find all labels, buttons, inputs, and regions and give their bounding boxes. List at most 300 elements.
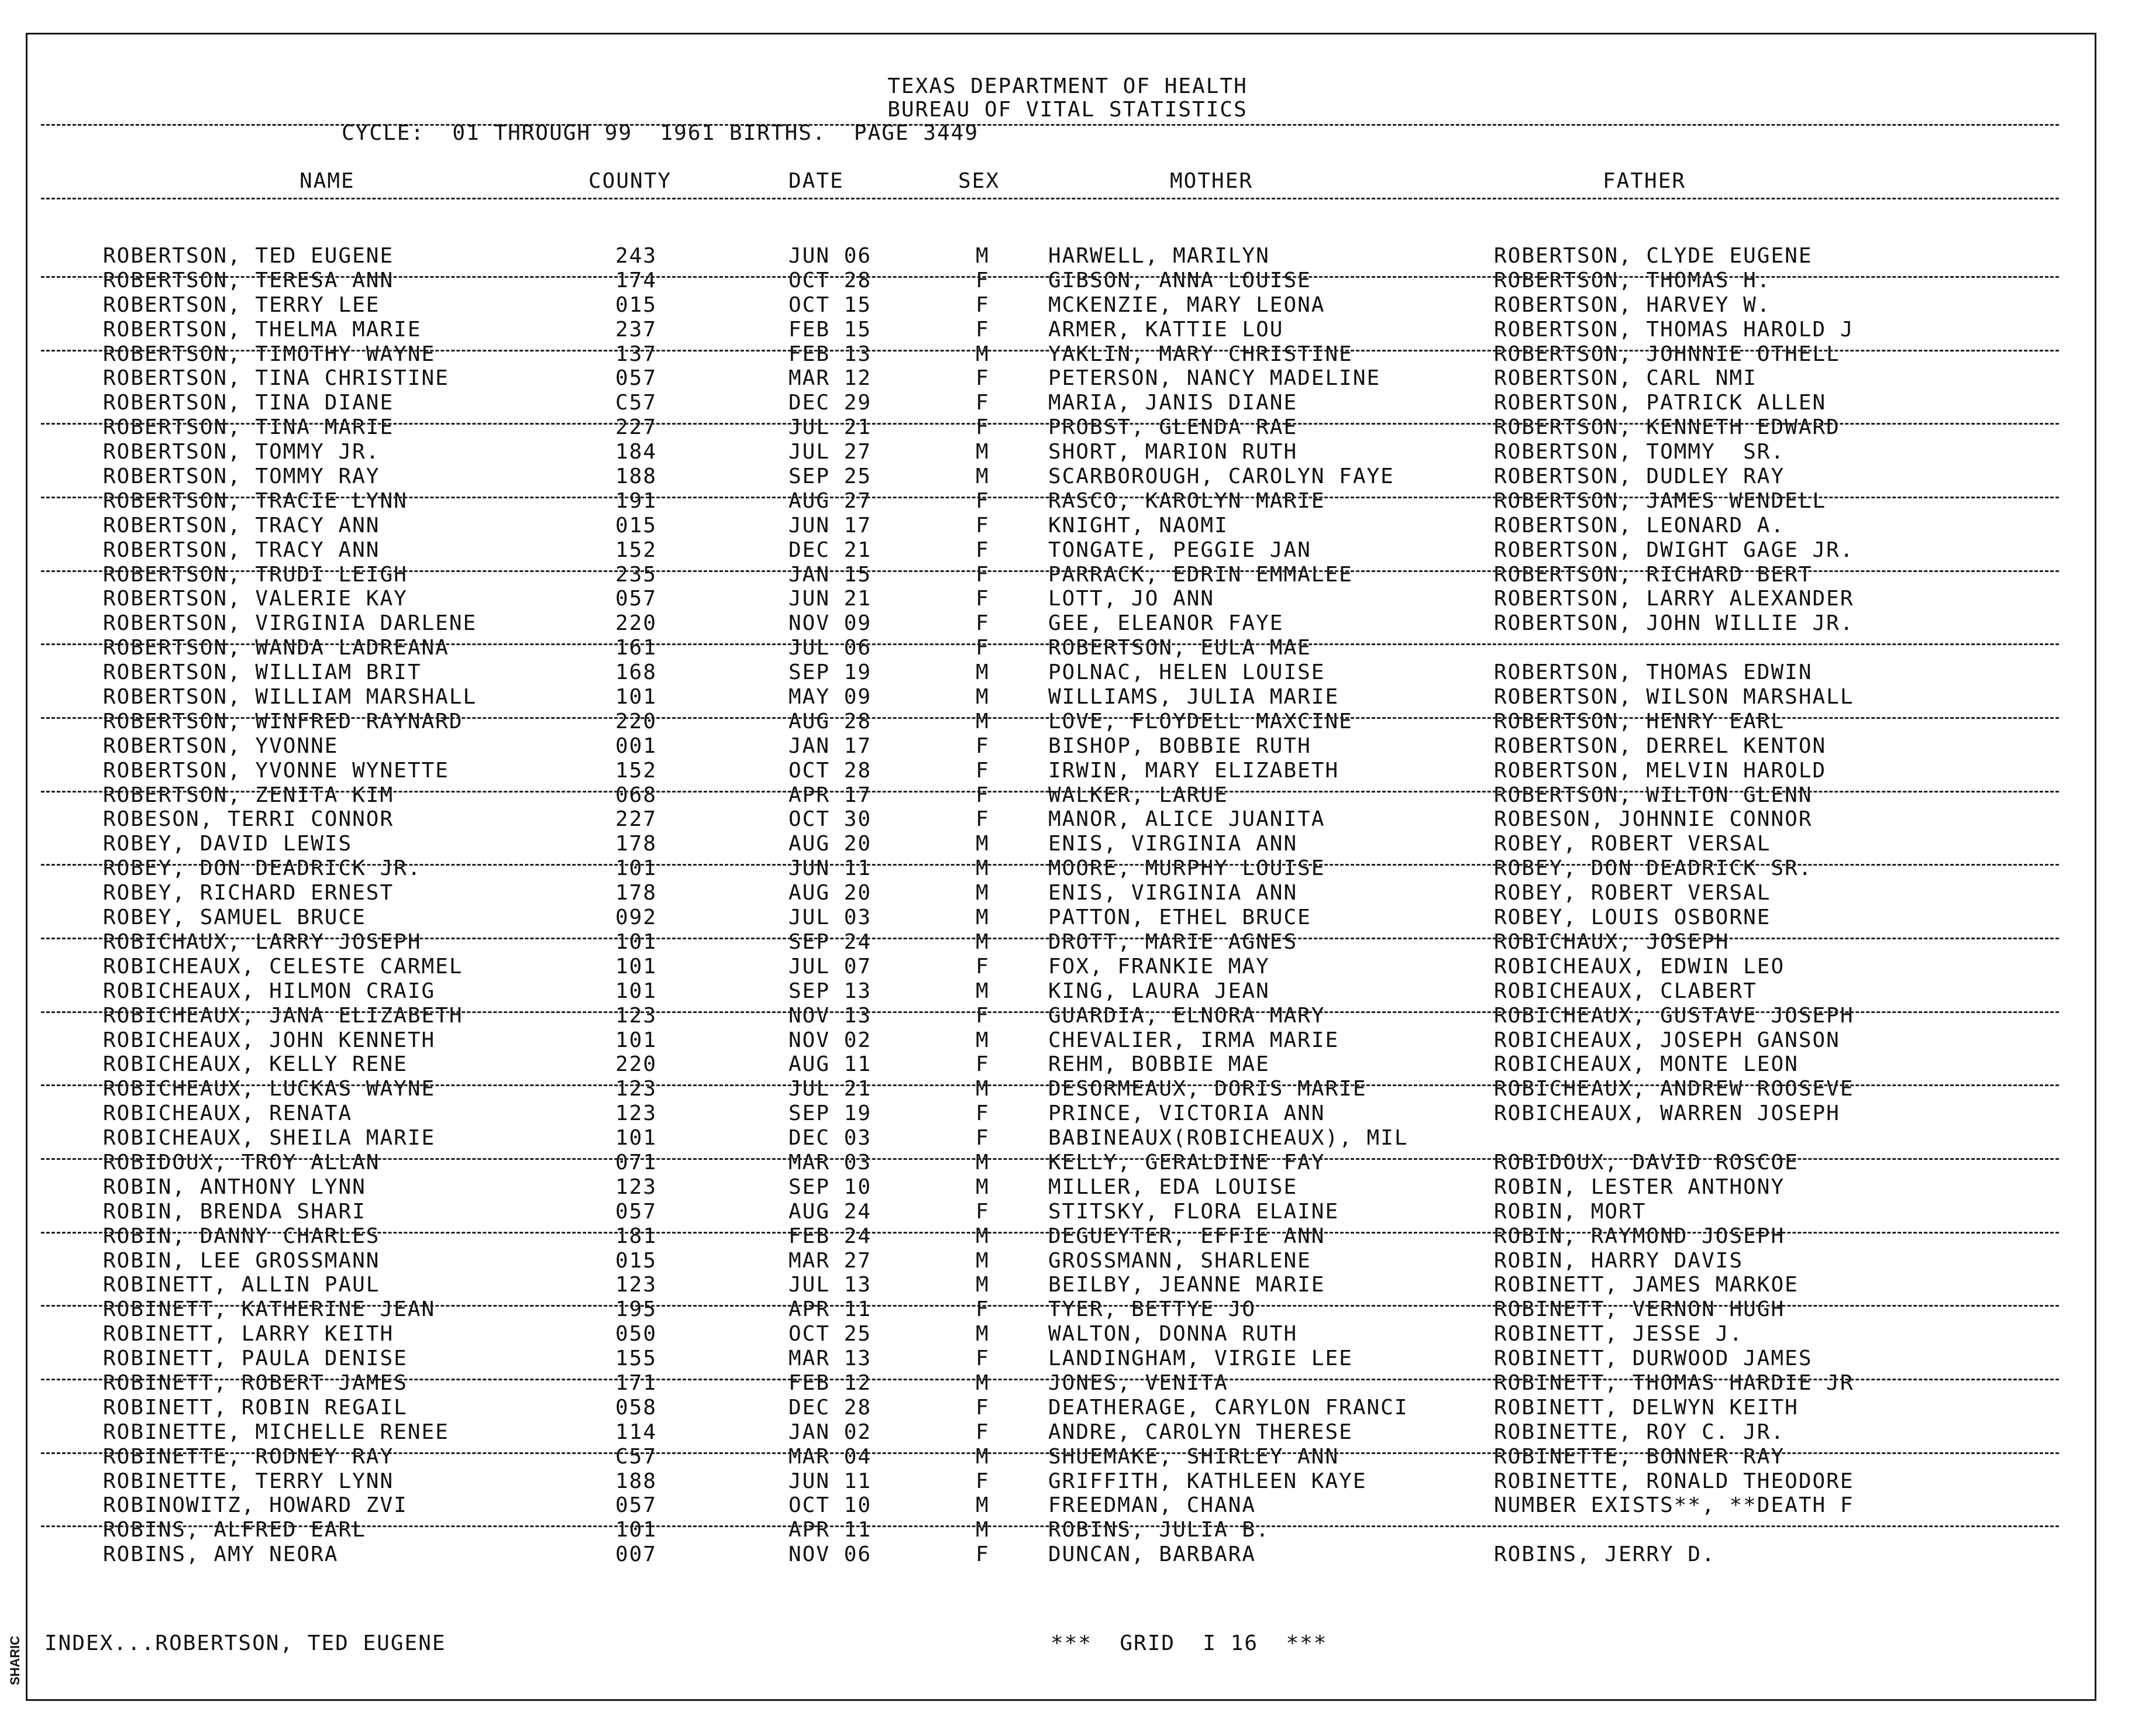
cell-father: ROBIN, LESTER ANTHONY (1494, 1174, 1785, 1199)
cell-mother: DEGUEYTER, EFFIE ANN (1048, 1224, 1325, 1248)
cell-county: 015 (615, 1248, 657, 1273)
cell-sex: F (976, 1469, 990, 1493)
cell-father: ROBERTSON, MELVIN HAROLD (1494, 758, 1827, 783)
cell-date: JUN 11 (788, 1469, 872, 1493)
header-cycle: CYCLE: 01 THROUGH 99 1961 BIRTHS. PAGE 3449 (342, 121, 979, 145)
cell-mother: WILLIAMS, JULIA MARIE (1048, 685, 1339, 709)
cell-date: SEP 10 (788, 1174, 872, 1199)
cell-father: ROBICHEAUX, GUSTAVE JOSEPH (1494, 1003, 1854, 1028)
cell-name: ROBERTSON, TINA DIANE (103, 391, 394, 415)
cell-name: ROBICHAUX, LARRY JOSEPH (103, 929, 422, 954)
cell-date: NOV 06 (788, 1542, 872, 1567)
cell-name: ROBICHEAUX, JANA ELIZABETH (103, 1003, 463, 1028)
cell-county: 137 (615, 342, 657, 366)
cell-mother: BABINEAUX(ROBICHEAUX), MIL (1048, 1126, 1409, 1151)
cell-name: ROBICHEAUX, HILMON CRAIG (103, 979, 436, 1003)
cell-county: 015 (615, 513, 657, 538)
table-row (0, 686, 2135, 710)
table-row (0, 980, 2135, 1004)
cell-date: DEC 29 (788, 391, 872, 415)
cell-name: ROBEY, DON DEADRICK JR. (103, 856, 422, 881)
cell-mother: HARWELL, MARILYN (1048, 244, 1270, 268)
cell-county: 101 (615, 685, 657, 709)
cell-name: ROBERTSON, YVONNE (103, 733, 339, 758)
cell-name: ROBERTSON, YVONNE WYNETTE (103, 758, 449, 783)
cell-sex: F (976, 1003, 990, 1028)
cell-name: ROBIN, LEE GROSSMANN (103, 1248, 380, 1273)
cell-sex: F (976, 1395, 990, 1420)
cell-date: DEC 21 (788, 538, 872, 562)
table-row (0, 784, 2135, 808)
cell-date: JAN 17 (788, 733, 872, 758)
cell-name: ROBERTSON, WILLIAM BRIT (103, 660, 422, 685)
cell-county: 101 (615, 1126, 657, 1151)
cell-name: ROBERTSON, WINFRED RAYNARD (103, 709, 463, 733)
cell-mother: PRINCE, VICTORIA ANN (1048, 1101, 1325, 1126)
cell-date: OCT 30 (788, 807, 872, 832)
cell-county: 123 (615, 1273, 657, 1297)
cell-mother: REHM, BOBBIE MAE (1048, 1052, 1270, 1077)
cell-sex: F (976, 807, 990, 832)
cell-county: 195 (615, 1297, 657, 1322)
cell-father: ROBICHEAUX, MONTE LEON (1494, 1052, 1799, 1077)
cell-name: ROBESON, TERRI CONNOR (103, 807, 394, 832)
table-row (0, 294, 2135, 318)
cell-mother: GEE, ELEANOR FAYE (1048, 611, 1284, 636)
cell-county: 184 (615, 440, 657, 464)
cell-mother: PARRACK, EDRIN EMMALEE (1048, 562, 1353, 587)
cell-father: ROBERTSON, PATRICK ALLEN (1494, 391, 1827, 415)
cell-father: ROBINETT, DURWOOD JAMES (1494, 1346, 1813, 1371)
cell-county: 220 (615, 611, 657, 636)
cell-name: ROBERTSON, TOMMY RAY (103, 464, 380, 489)
header-bureau: BUREAU OF VITAL STATISTICS (887, 98, 1248, 122)
cell-date: OCT 10 (788, 1493, 872, 1518)
cell-sex: F (976, 783, 990, 807)
cell-sex: F (976, 1420, 990, 1444)
cell-mother: DEATHERAGE, CARYLON FRANCI (1048, 1395, 1409, 1420)
cell-name: ROBERTSON, TRUDI LEIGH (103, 562, 408, 587)
cell-mother: KNIGHT, NAOMI (1048, 513, 1228, 538)
cell-mother: SHORT, MARION RUTH (1048, 440, 1298, 464)
cell-mother: PETERSON, NANCY MADELINE (1048, 366, 1381, 391)
cell-sex: F (976, 268, 990, 292)
cell-sex: M (976, 979, 990, 1003)
table-row (0, 735, 2135, 759)
cell-mother: STITSKY, FLORA ELAINE (1048, 1199, 1339, 1224)
cell-county: 168 (615, 660, 657, 685)
table-row (0, 661, 2135, 686)
cell-mother: KELLY, GERALDINE FAY (1048, 1150, 1325, 1174)
cell-sex: F (976, 611, 990, 636)
cell-date: SEP 19 (788, 1101, 872, 1126)
table-row (0, 1396, 2135, 1421)
cell-father: ROBERTSON, DUDLEY RAY (1494, 464, 1785, 489)
cell-county: 220 (615, 1052, 657, 1077)
table-row (0, 1372, 2135, 1396)
cell-county: 243 (615, 244, 657, 268)
cell-date: AUG 20 (788, 881, 872, 905)
cell-date: FEB 12 (788, 1370, 872, 1395)
cell-sex: F (976, 1199, 990, 1224)
table-row (0, 1029, 2135, 1053)
table-row (0, 391, 2135, 416)
cell-father: ROBERTSON, KENNETH EDWARD (1494, 415, 1840, 440)
cell-county: 101 (615, 954, 657, 979)
cell-father: ROBINETT, DELWYN KEITH (1494, 1395, 1799, 1420)
cell-sex: M (976, 464, 990, 489)
table-row (0, 710, 2135, 735)
cell-county: 101 (615, 856, 657, 881)
cell-mother: MANOR, ALICE JUANITA (1048, 807, 1325, 832)
cell-sex: F (976, 488, 990, 513)
cell-date: JUN 06 (788, 244, 872, 268)
cell-sex: F (976, 1297, 990, 1322)
cell-mother: PATTON, ETHEL BRUCE (1048, 905, 1311, 930)
column-header-divider (41, 198, 2059, 199)
cell-county: 101 (615, 1028, 657, 1052)
cell-mother: GUARDIA, ELNORA MARY (1048, 1003, 1325, 1028)
cell-father: ROBERTSON, DERREL KENTON (1494, 733, 1827, 758)
cell-father: ROBINETTE, ROY C. JR. (1494, 1420, 1785, 1444)
cell-mother: FOX, FRANKIE MAY (1048, 954, 1270, 979)
cell-name: ROBERTSON, TERESA ANN (103, 268, 394, 292)
cell-name: ROBINETT, PAULA DENISE (103, 1346, 408, 1371)
cell-mother: LANDINGHAM, VIRGIE LEE (1048, 1346, 1353, 1371)
cell-sex: F (976, 391, 990, 415)
cell-mother: ROBINS, JULIA B. (1048, 1518, 1270, 1542)
cell-name: ROBERTSON, TRACY ANN (103, 538, 380, 562)
table-row (0, 514, 2135, 539)
table-row (0, 759, 2135, 784)
cell-county: 178 (615, 881, 657, 905)
table-row (0, 465, 2135, 490)
cell-name: ROBICHEAUX, LUCKAS WAYNE (103, 1077, 436, 1101)
cell-mother: LOTT, JO ANN (1048, 587, 1215, 611)
cell-sex: M (976, 244, 990, 268)
cell-mother: MARIA, JANIS DIANE (1048, 391, 1298, 415)
cell-father: ROBICHAUX, JOSEPH (1494, 929, 1730, 954)
cell-name: ROBERTSON, ZENITA KIM (103, 783, 394, 807)
cell-mother: RASCO, KAROLYN MARIE (1048, 488, 1325, 513)
cell-father: ROBIN, MORT (1494, 1199, 1647, 1224)
cell-sex: M (976, 1077, 990, 1101)
table-row (0, 1151, 2135, 1176)
cell-county: 101 (615, 1518, 657, 1542)
cell-date: AUG 28 (788, 709, 872, 733)
cell-sex: F (976, 636, 990, 660)
cell-county: 235 (615, 562, 657, 587)
cell-sex: M (976, 1493, 990, 1518)
cell-sex: M (976, 1518, 990, 1542)
cell-county: 174 (615, 268, 657, 292)
cell-name: ROBINS, ALFRED EARL (103, 1518, 366, 1542)
cell-sex: M (976, 1273, 990, 1297)
table-row (0, 367, 2135, 391)
cell-sex: M (976, 929, 990, 954)
cell-date: JUN 21 (788, 587, 872, 611)
cell-date: AUG 20 (788, 832, 872, 856)
cell-name: ROBIN, BRENDA SHARI (103, 1199, 366, 1224)
table-row (0, 1225, 2135, 1249)
cell-mother: GIBSON, ANNA LOUISE (1048, 268, 1311, 292)
table-row (0, 587, 2135, 612)
table-row (0, 1176, 2135, 1200)
cell-father: NUMBER EXISTS**, **DEATH F (1494, 1493, 1854, 1518)
cell-date: SEP 19 (788, 660, 872, 685)
cell-father: ROBERTSON, HENRY EARL (1494, 709, 1785, 733)
cell-date: APR 11 (788, 1518, 872, 1542)
cell-county: 237 (615, 317, 657, 342)
cell-date: SEP 24 (788, 929, 872, 954)
cell-sex: M (976, 342, 990, 366)
cell-date: JUL 03 (788, 905, 872, 930)
cell-county: 057 (615, 1493, 657, 1518)
cell-sex: M (976, 1248, 990, 1273)
cell-name: ROBINETTE, TERRY LYNN (103, 1469, 394, 1493)
cell-mother: ANDRE, CAROLYN THERESE (1048, 1420, 1353, 1444)
table-row (0, 416, 2135, 440)
cell-date: DEC 03 (788, 1126, 872, 1151)
cell-father: ROBICHEAUX, WARREN JOSEPH (1494, 1101, 1840, 1126)
cell-name: ROBINETTE, RODNEY RAY (103, 1444, 394, 1469)
cell-mother: MCKENZIE, MARY LEONA (1048, 292, 1325, 317)
cell-name: ROBERTSON, TINA MARIE (103, 415, 394, 440)
cell-name: ROBEY, RICHARD ERNEST (103, 881, 394, 905)
cell-date: JUL 21 (788, 415, 872, 440)
cell-father: ROBERTSON, JOHNNIE OTHELL (1494, 342, 1840, 366)
cell-sex: F (976, 1542, 990, 1567)
cell-date: AUG 27 (788, 488, 872, 513)
cell-mother: ENIS, VIRGINIA ANN (1048, 832, 1298, 856)
cell-county: 015 (615, 292, 657, 317)
cell-mother: YAKLIN, MARY CHRISTINE (1048, 342, 1353, 366)
table-row (0, 244, 2135, 269)
cell-mother: ENIS, VIRGINIA ANN (1048, 881, 1298, 905)
cell-father: ROBICHEAUX, EDWIN LEO (1494, 954, 1785, 979)
cell-mother: MOORE, MURPHY LOUISE (1048, 856, 1325, 881)
table-row (0, 931, 2135, 955)
cell-county: 007 (615, 1542, 657, 1567)
cell-sex: M (976, 709, 990, 733)
cell-father: ROBICHEAUX, CLABERT (1494, 979, 1757, 1003)
cell-date: MAR 12 (788, 366, 872, 391)
cell-name: ROBINS, AMY NEORA (103, 1542, 339, 1567)
cell-mother: WALTON, DONNA RUTH (1048, 1322, 1298, 1346)
cell-county: 155 (615, 1346, 657, 1371)
cell-county: 152 (615, 538, 657, 562)
cell-sex: F (976, 415, 990, 440)
table-row (0, 318, 2135, 343)
cell-date: AUG 11 (788, 1052, 872, 1077)
cell-date: JUL 21 (788, 1077, 872, 1101)
cell-name: ROBEY, SAMUEL BRUCE (103, 905, 366, 930)
table-row (0, 808, 2135, 832)
cell-father: ROBERTSON, WILSON MARSHALL (1494, 685, 1854, 709)
cell-name: ROBINOWITZ, HOWARD ZVI (103, 1493, 408, 1518)
cell-father: ROBERTSON, LEONARD A. (1494, 513, 1785, 538)
cell-county: 181 (615, 1224, 657, 1248)
cell-date: FEB 15 (788, 317, 872, 342)
column-header-name: NAME (299, 169, 355, 193)
cell-father: ROBERTSON, THOMAS H. (1494, 268, 1771, 292)
table-row (0, 1249, 2135, 1274)
cell-mother: MILLER, EDA LOUISE (1048, 1174, 1298, 1199)
cell-county: 171 (615, 1370, 657, 1395)
cell-date: FEB 13 (788, 342, 872, 366)
cell-mother: CHEVALIER, IRMA MARIE (1048, 1028, 1339, 1052)
table-row (0, 1445, 2135, 1470)
cell-date: JUL 06 (788, 636, 872, 660)
cell-mother: BISHOP, BOBBIE RUTH (1048, 733, 1311, 758)
column-header-date: DATE (788, 169, 844, 193)
cell-county: 058 (615, 1395, 657, 1420)
cell-father: ROBERTSON, THOMAS EDWIN (1494, 660, 1813, 685)
table-row (0, 440, 2135, 465)
cell-mother: DESORMEAUX, DORIS MARIE (1048, 1077, 1367, 1101)
cell-father: ROBINETTE, RONALD THEODORE (1494, 1469, 1854, 1493)
cell-sex: M (976, 1150, 990, 1174)
records-table (0, 244, 2135, 1568)
cell-date: OCT 28 (788, 758, 872, 783)
cell-name: ROBERTSON, THELMA MARIE (103, 317, 422, 342)
cell-name: ROBEY, DAVID LEWIS (103, 832, 353, 856)
cell-name: ROBIDOUX, TROY ALLAN (103, 1150, 380, 1174)
cell-sex: M (976, 1444, 990, 1469)
table-row (0, 1102, 2135, 1127)
column-header-sex: SEX (958, 169, 1000, 193)
cell-sex: M (976, 685, 990, 709)
cell-name: ROBERTSON, WANDA LADREANA (103, 636, 449, 660)
cell-date: JUL 07 (788, 954, 872, 979)
cell-sex: M (976, 881, 990, 905)
cell-father: ROBERTSON, JOHN WILLIE JR. (1494, 611, 1854, 636)
table-row (0, 1347, 2135, 1372)
table-row (0, 1543, 2135, 1568)
cell-sex: F (976, 513, 990, 538)
cell-name: ROBICHEAUX, JOHN KENNETH (103, 1028, 436, 1052)
cell-name: ROBICHEAUX, SHEILA MARIE (103, 1126, 436, 1151)
cell-father: ROBEY, LOUIS OSBORNE (1494, 905, 1771, 930)
cell-county: 123 (615, 1077, 657, 1101)
cell-county: 152 (615, 758, 657, 783)
cell-mother: GRIFFITH, KATHLEEN KAYE (1048, 1469, 1367, 1493)
cell-father: ROBINETT, JESSE J. (1494, 1322, 1744, 1346)
cell-county: 068 (615, 783, 657, 807)
cell-county: 101 (615, 979, 657, 1003)
cell-mother: SHUEMAKE, SHIRLEY ANN (1048, 1444, 1339, 1469)
cell-sex: F (976, 366, 990, 391)
cell-date: JAN 02 (788, 1420, 872, 1444)
cell-name: ROBICHEAUX, RENATA (103, 1101, 353, 1126)
footer-index: INDEX...ROBERTSON, TED EUGENE (44, 1631, 446, 1655)
cell-sex: M (976, 1322, 990, 1346)
cell-sex: F (976, 292, 990, 317)
cell-date: APR 11 (788, 1297, 872, 1322)
table-row (0, 490, 2135, 514)
column-header-mother: MOTHER (1170, 169, 1254, 193)
cell-county: 123 (615, 1174, 657, 1199)
cell-father: ROBINS, JERRY D. (1494, 1542, 1716, 1567)
cell-mother: IRWIN, MARY ELIZABETH (1048, 758, 1339, 783)
cell-date: NOV 13 (788, 1003, 872, 1028)
cell-sex: F (976, 1346, 990, 1371)
cell-father: ROBIN, RAYMOND JOSEPH (1494, 1224, 1785, 1248)
table-row (0, 1273, 2135, 1298)
column-header-county: COUNTY (588, 169, 672, 193)
cell-mother: WALKER, LARUE (1048, 783, 1228, 807)
cell-date: NOV 02 (788, 1028, 872, 1052)
cell-mother: FREEDMAN, CHANA (1048, 1493, 1256, 1518)
cell-father: ROBICHEAUX, ANDREW ROOSEVE (1494, 1077, 1854, 1101)
cell-name: ROBERTSON, TIMOTHY WAYNE (103, 342, 436, 366)
cell-county: 220 (615, 709, 657, 733)
cell-sex: M (976, 660, 990, 685)
table-row (0, 1004, 2135, 1029)
table-row (0, 1322, 2135, 1347)
table-row (0, 1077, 2135, 1102)
cell-father: ROBIN, HARRY DAVIS (1494, 1248, 1744, 1273)
cell-date: DEC 28 (788, 1395, 872, 1420)
cell-name: ROBIN, ANTHONY LYNN (103, 1174, 366, 1199)
cell-name: ROBINETT, ROBIN REGAIL (103, 1395, 408, 1420)
cell-name: ROBINETT, ROBERT JAMES (103, 1370, 408, 1395)
cell-mother: DROTT, MARIE AGNES (1048, 929, 1298, 954)
cell-county: 188 (615, 1469, 657, 1493)
cell-name: ROBERTSON, TOMMY JR. (103, 440, 380, 464)
cell-county: 057 (615, 366, 657, 391)
cell-father: ROBIDOUX, DAVID ROSCOE (1494, 1150, 1799, 1174)
cell-father: ROBERTSON, JAMES WENDELL (1494, 488, 1827, 513)
cell-father: ROBERTSON, CARL NMI (1494, 366, 1757, 391)
cell-sex: F (976, 758, 990, 783)
cell-county: 092 (615, 905, 657, 930)
table-row (0, 1518, 2135, 1543)
table-row (0, 636, 2135, 661)
table-row (0, 857, 2135, 881)
cell-mother: ARMER, KATTIE LOU (1048, 317, 1284, 342)
cell-mother: JONES, VENITA (1048, 1370, 1228, 1395)
footer-grid: *** GRID I 16 *** (1051, 1631, 1328, 1655)
cell-sex: M (976, 856, 990, 881)
cell-name: ROBINETT, LARRY KEITH (103, 1322, 394, 1346)
cell-father: ROBERTSON, HARVEY W. (1494, 292, 1771, 317)
cell-name: ROBIN, DANNY CHARLES (103, 1224, 380, 1248)
cell-county: 227 (615, 807, 657, 832)
cell-father: ROBERTSON, TOMMY SR. (1494, 440, 1785, 464)
cell-date: JUN 11 (788, 856, 872, 881)
table-row (0, 955, 2135, 980)
cell-sex: F (976, 733, 990, 758)
cell-name: ROBERTSON, VIRGINIA DARLENE (103, 611, 477, 636)
cell-name: ROBERTSON, TRACIE LYNN (103, 488, 408, 513)
cell-name: ROBINETT, ALLIN PAUL (103, 1273, 380, 1297)
cell-county: 123 (615, 1003, 657, 1028)
cell-father: ROBINETT, JAMES MARKOE (1494, 1273, 1799, 1297)
cell-county: 114 (615, 1420, 657, 1444)
cell-sex: F (976, 562, 990, 587)
cell-father: ROBINETT, THOMAS HARDIE JR (1494, 1370, 1854, 1395)
cell-mother: TONGATE, PEGGIE JAN (1048, 538, 1311, 562)
cell-father: ROBERTSON, LARRY ALEXANDER (1494, 587, 1854, 611)
cell-father: ROBERTSON, RICHARD BERT (1494, 562, 1813, 587)
cell-date: SEP 25 (788, 464, 872, 489)
cell-father: ROBEY, DON DEADRICK SR. (1494, 856, 1813, 881)
cell-county: 057 (615, 1199, 657, 1224)
cell-county: 188 (615, 464, 657, 489)
cell-father: ROBEY, ROBERT VERSAL (1494, 832, 1771, 856)
cell-county: C57 (615, 1444, 657, 1469)
